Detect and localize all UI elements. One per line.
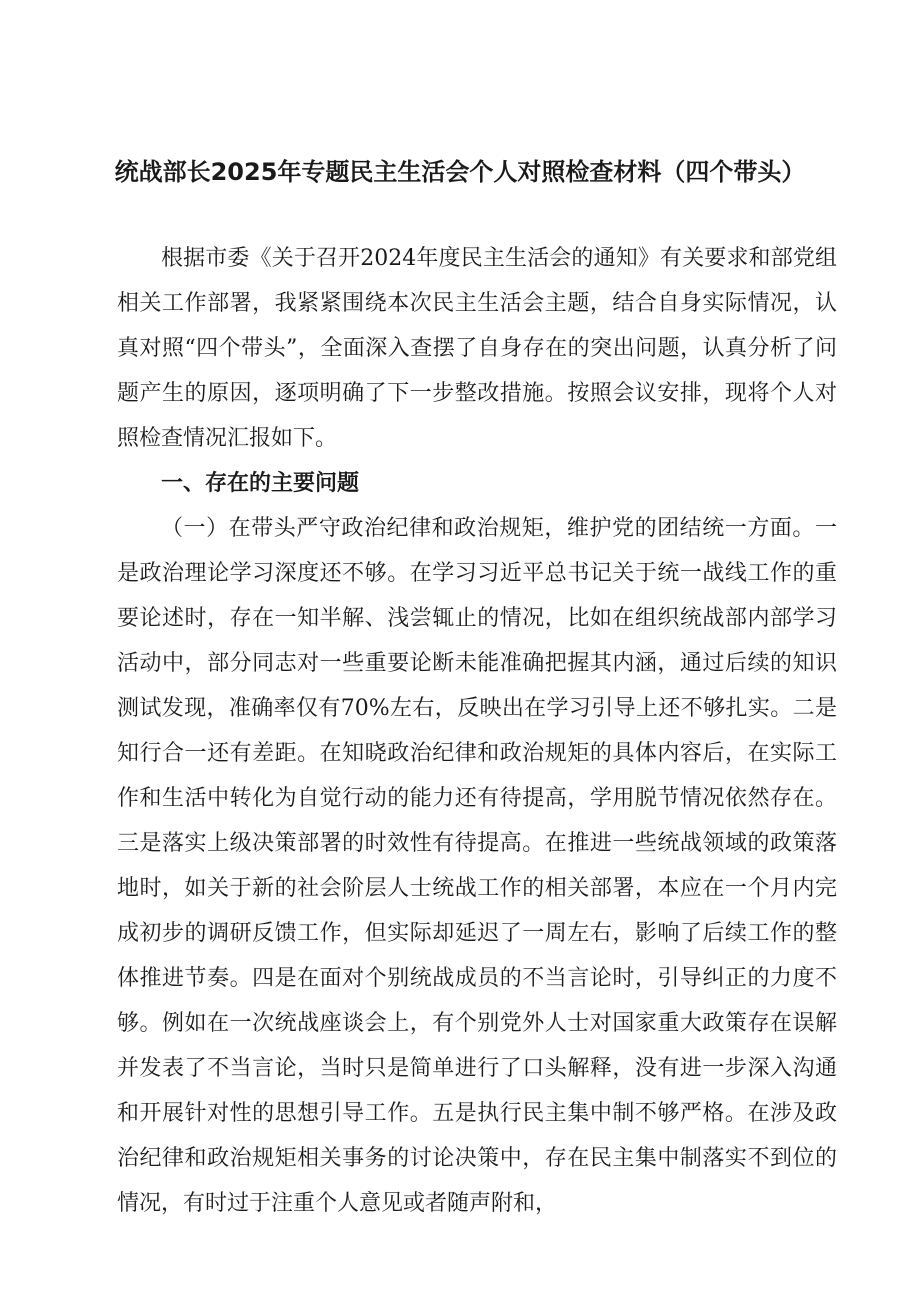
section-heading-problems: 一、存在的主要问题 [161, 471, 360, 496]
intro-paragraph: 根据市委《关于召开2024年度民主生活会的通知》有关要求和部党组相关工作部署，我紧紧围绕本次民主生活会主题，结合自身实际情况，认真对照“四个带头”，全面深入查摆了自身存在的突出问题，认真分析了问题产生的原因，逐项明确了下一步整改措施。按照会议安排，现将个人对照检查情况汇报如下。 [117, 246, 837, 451]
document-title: 统战部长2025年专题民主生活会个人对照检查材料（四个带头） [114, 158, 806, 186]
document-body [117, 236, 837, 1226]
section-paragraph-1: （一）在带头严守政治纪律和政治规矩，维护党的团结统一方面。一是政治理论学习深度还不够。在学习习近平总书记关于统一战线工作的重要论述时，存在一知半解、浅尝辄止的情况，比如在组织统战部内部学习活动中，部分同志对一些重要论断未能准确把握其内涵，通过后续的知识测试发现，准确率仅有70%左右，反映出在学习引导上还不够扎实。二是知行合一还有差距。在知晓政治纪律和政治规矩的具体内容后，在实际工作和生活中转化为自觉行动的能力还有待提高，学用脱节情况依然存在。三是落实上级决策部署的时效性有待提高。在推进一些统战领域的政策落地时，如关于新的社会阶层人士统战工作的相关部署，本应在一个月内完成初步的调研反馈工作，但实际却延迟了一周左右，影响了后续工作的整体推进节奏。四是在面对个别统战成员的不当言论时，引导纠正的力度不够。例如在一次统战座谈会上，有个别党外人士对国家重大政策存在误解并发表了不当言论，当时只是简单进行了口头解释，没有进一步深入沟通和开展针对性的思想引导工作。五是执行民主集中制不够严格。在涉及政治纪律和政治规矩相关事务的讨论决策中，存在民主集中制落实不到位的情况，有时过于注重个人意见或者随声附和， [117, 516, 837, 1216]
